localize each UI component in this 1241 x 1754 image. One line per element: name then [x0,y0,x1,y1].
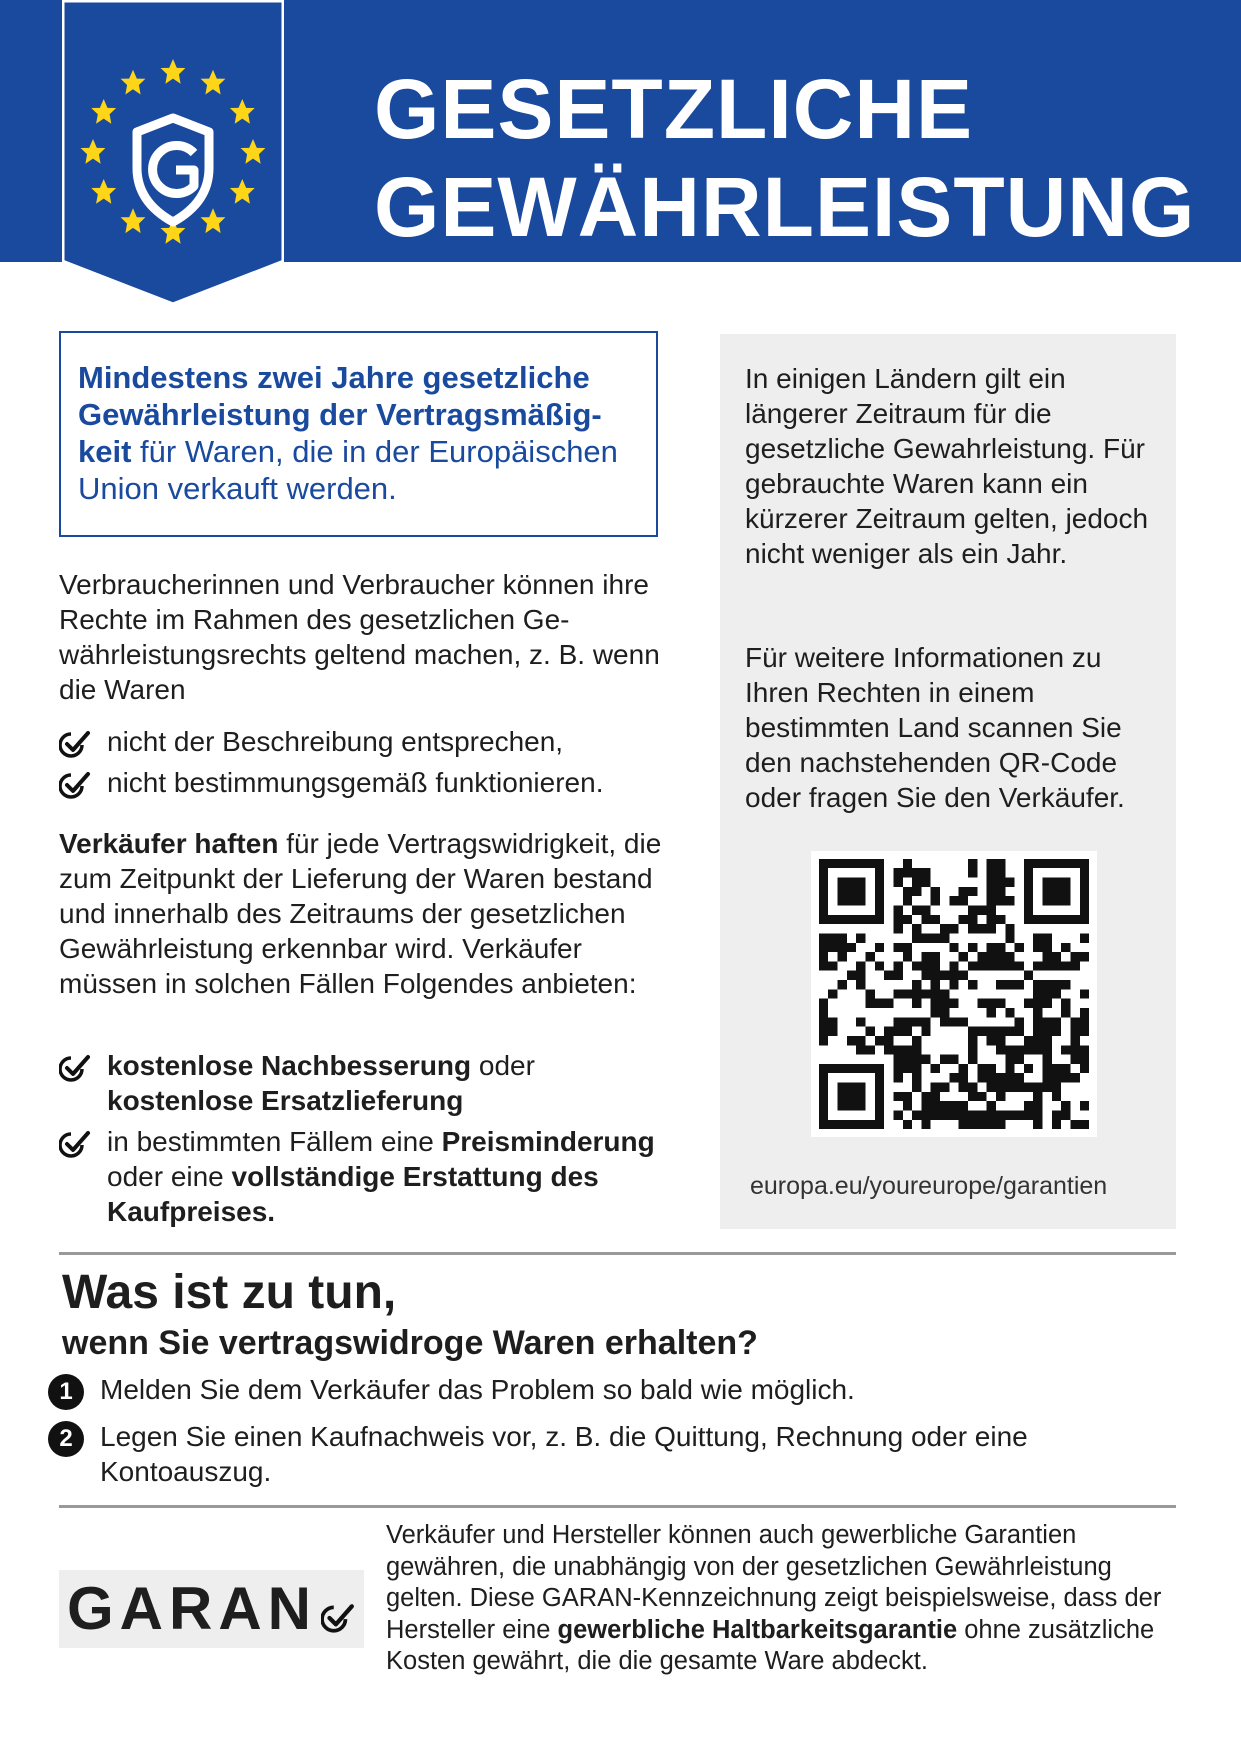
summary-rest: für Waren, die in der Europäischen Union verkauft werden. [78,434,618,506]
liability-text: für jede Vertragswidrigkeit, die zum Zeitpunkt der Lieferung der Waren bestand und innerhalb des Zeitraums der gesetzlichen Gewährleistung erkennbar wird. Verkäufer müssen in solchen Fällen Folgendes anbieten: [59,828,662,999]
qr-modules [819,859,1089,1129]
divider [59,1252,1176,1255]
condition-text: nicht der Beschreibung entsprechen, [107,726,564,757]
list-item [59,1048,669,1118]
steps-list [48,1372,1168,1501]
info-text-2: Für weitere Informationen zu Ihren Rechten in einem bestimmten Land scannen Sie den nachstehenden QR-Code oder fragen Sie den Verkäufer. [745,642,1125,813]
check-badge-icon [59,1129,91,1159]
page-title [374,60,1195,256]
qr-code-icon[interactable] [811,851,1097,1137]
check-badge-icon [59,1053,91,1083]
remedy-bold: kostenlose Ersatzlieferung [107,1085,464,1116]
step-text: Legen Sie einen Kaufnachweis vor, z. B. die Quittung, Rechnung oder eine Kontoauszug. [100,1421,1028,1487]
remedy-bold: vollständige Erstattung des Kaufpreises. [107,1161,599,1227]
intro-text: Verbraucherinnen und Verbraucher können ihre Rechte im Rahmen des gesetzlichen Gewährleistungsrechts geltend machen, z. B. wenn die Waren [59,569,660,705]
section-subheading: wenn Sie vertragswidroge Waren erhalten? [62,1324,758,1362]
footer-text-1: Verkäufer und Hersteller können auch gewerbliche Garantien gewähren, die unabhängig von der gesetzlichen Gewährleistung gelten. Diese GARAN-Kennzeichnung zeigt beispielsweise, dass der Hersteller eine [386,1521,1162,1644]
footer-text [386,1520,1186,1678]
step-text: Melden Sie dem Verkäufer das Problem so bald wie möglich. [100,1374,855,1405]
title-line-1: GESETZLICHE [374,62,974,156]
conditions-list [59,724,669,806]
step-number: 1 [48,1374,84,1410]
remedy-text: in bestimmten Fällem eine [107,1126,442,1157]
section-heading: Was ist zu tun, [62,1266,397,1319]
info-box [720,334,1176,1229]
remedies-list [59,1048,669,1235]
divider [59,1505,1176,1508]
intro-paragraph [59,567,669,707]
warranty-summary-box [59,331,658,537]
remedy-bold: Preisminderung [441,1126,655,1157]
list-item [59,765,669,800]
list-item [48,1372,1168,1407]
list-item [48,1419,1168,1489]
check-badge-icon [321,1602,355,1634]
title-line-2: GEWÄHRLEISTUNG [374,160,1196,254]
garan-logo [59,1570,364,1648]
info-url[interactable]: europa.eu/youreurope/garantien [750,1172,1108,1200]
footer-text-2: ohne zusätzliche Kosten gewährt, die die gesamte Ware abdeckt. [386,1615,1155,1675]
summary-bold: Mindestens zwei Jahre gesetzliche Gewährleistung der Vertragsmäßigkeit [78,360,602,469]
list-item [59,1124,669,1229]
list-item [59,724,669,759]
remedy-bold: kostenlose Nachbesserung [107,1050,472,1081]
check-badge-icon [59,770,91,800]
condition-text: nicht bestimmungsgemäß funktionieren. [107,767,604,798]
remedy-text: oder [471,1050,535,1081]
check-badge-icon [59,729,91,759]
info-text-1: In einigen Ländern gilt ein längerer Zeitraum für die gesetzliche Gewahrleistung. Für gebrauchte Waren kann ein kürzerer Zeitraum gelten, jedoch nicht weniger als ein Jahr. [745,363,1149,569]
step-number: 2 [48,1421,84,1457]
liability-paragraph [59,826,669,1001]
garan-label: GARAN [67,1575,317,1642]
eu-shield-g-icon [62,0,284,305]
remedy-text: oder eine [107,1161,232,1192]
liability-bold: Verkäufer haften [59,828,279,859]
footer-bold: gewerbliche Haltbarkeitsgarantie [557,1615,958,1644]
